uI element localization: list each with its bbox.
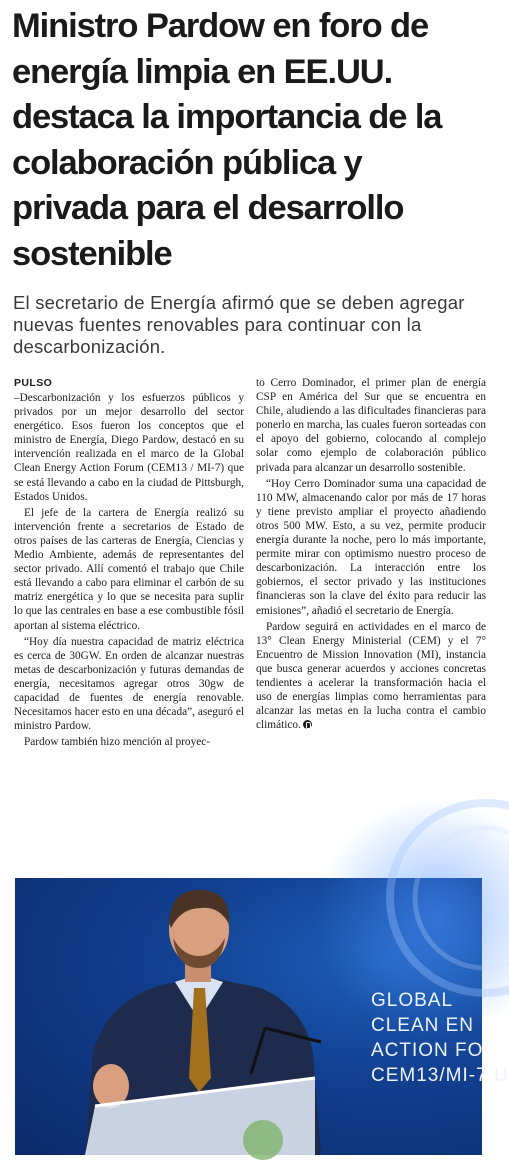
article-paragraph-last <box>256 620 486 733</box>
article-paragraph: to Cerro Dominador, el primer plan de energía CSP en América del Sur que se encuentra en Chile, aludiendo a las dificultades financieras para ponerlo en marcha, las cuales fueron sorteadas con el apoyo del gobierno, colocando al complejo solar como ejemplo de colaboración público privada para alcanzar un desarrollo sostenible. <box>256 377 486 474</box>
banner-line: ACTION FO <box>371 1040 484 1061</box>
end-of-article-icon <box>303 720 312 729</box>
article-headline: Ministro Pardow en foro de energía limpia en EE.UU. destaca la importancia de la colaboración pública y privada para el desarrollo sostenible <box>12 7 442 273</box>
banner-line: CLEAN EN <box>371 1015 475 1036</box>
article-column-right <box>256 376 486 732</box>
banner-line: CEM13/MI-7 U <box>371 1065 509 1086</box>
banner-line: GLOBAL <box>371 990 454 1011</box>
article-subheadline: El secretario de Energía afirmó que se deben agregar nuevas fuentes renovables para continuar con la descarbonización. <box>13 292 465 357</box>
event-banner <box>371 988 509 1088</box>
article-byline: PULSO <box>14 377 53 389</box>
article-paragraph: El jefe de la cartera de Energía realizó su intervención frente a secretarios de Estado de otros países de las carteras de Energía, Ciencias y Medio Ambiente, además de representantes del sector privado. Allí comentó el trabajo que Chile está llevando a cabo para eliminar el carbón de su matriz energética y lo que se necesita para suplir lo que las centrales en base a ese combustible fósil aportan al sistema eléctrico. <box>14 506 244 632</box>
article-paragraph: “Hoy día nuestra capacidad de matriz eléctrica es cerca de 30GW. En orden de alcanzar nuestras metas de descarbonización y futuras demandas de energía, necesitamos agregar otros 30gw de capacidad de fuentes de energía renovable. Necesitamos hacer esto en una década”, aseguró el ministro Pardow. <box>14 635 244 733</box>
article-paragraph-text: Pardow seguirá en actividades en el marco de 13° Clean Energy Ministerial (CEM) y el 7° Encuentro de Mission Innovation (MI), instancia que busca generar acuerdos y acciones concretas tendientes a acelerar la transformación hacia el uso de energías limpias como herramientas para alcanzar las metas en la lucha contra el cambio climático. <box>256 620 486 732</box>
article-paragraph: “Hoy Cerro Dominador suma una capacidad de 110 MW, almacenando calor por más de 17 horas y tiene previsto ampliar el proyecto añadiendo otros 500 MW. Esto, a su vez, permite producir energía durante la noche, pero lo más importante, permite mirar con optimismo nuestro proceso de descarbonización. La interacción entre los gobiernos, el sector privado y las instituciones financieras son la clave del éxito para reducir las emisiones”, añadió el secretario de Energía. <box>256 477 486 617</box>
article-column-left <box>14 376 244 749</box>
article-photo <box>15 878 509 1155</box>
article-paragraph: –Descarbonización y los esfuerzos públicos y privados por un mejor desarrollo del sector energético. Esos fueron los conceptos que el ministro de Energía, Diego Pardow, destacó en su intervención realizada en el marco de la Global Clean Energy Action Forum (CEM13 / MI-7) que se está llevando a cabo en la ciudad de Pittsburgh, Estados Unidos. <box>14 392 244 503</box>
article-paragraph: Pardow también hizo mención al proyec- <box>24 736 211 749</box>
lectern-emblem <box>243 1120 283 1160</box>
